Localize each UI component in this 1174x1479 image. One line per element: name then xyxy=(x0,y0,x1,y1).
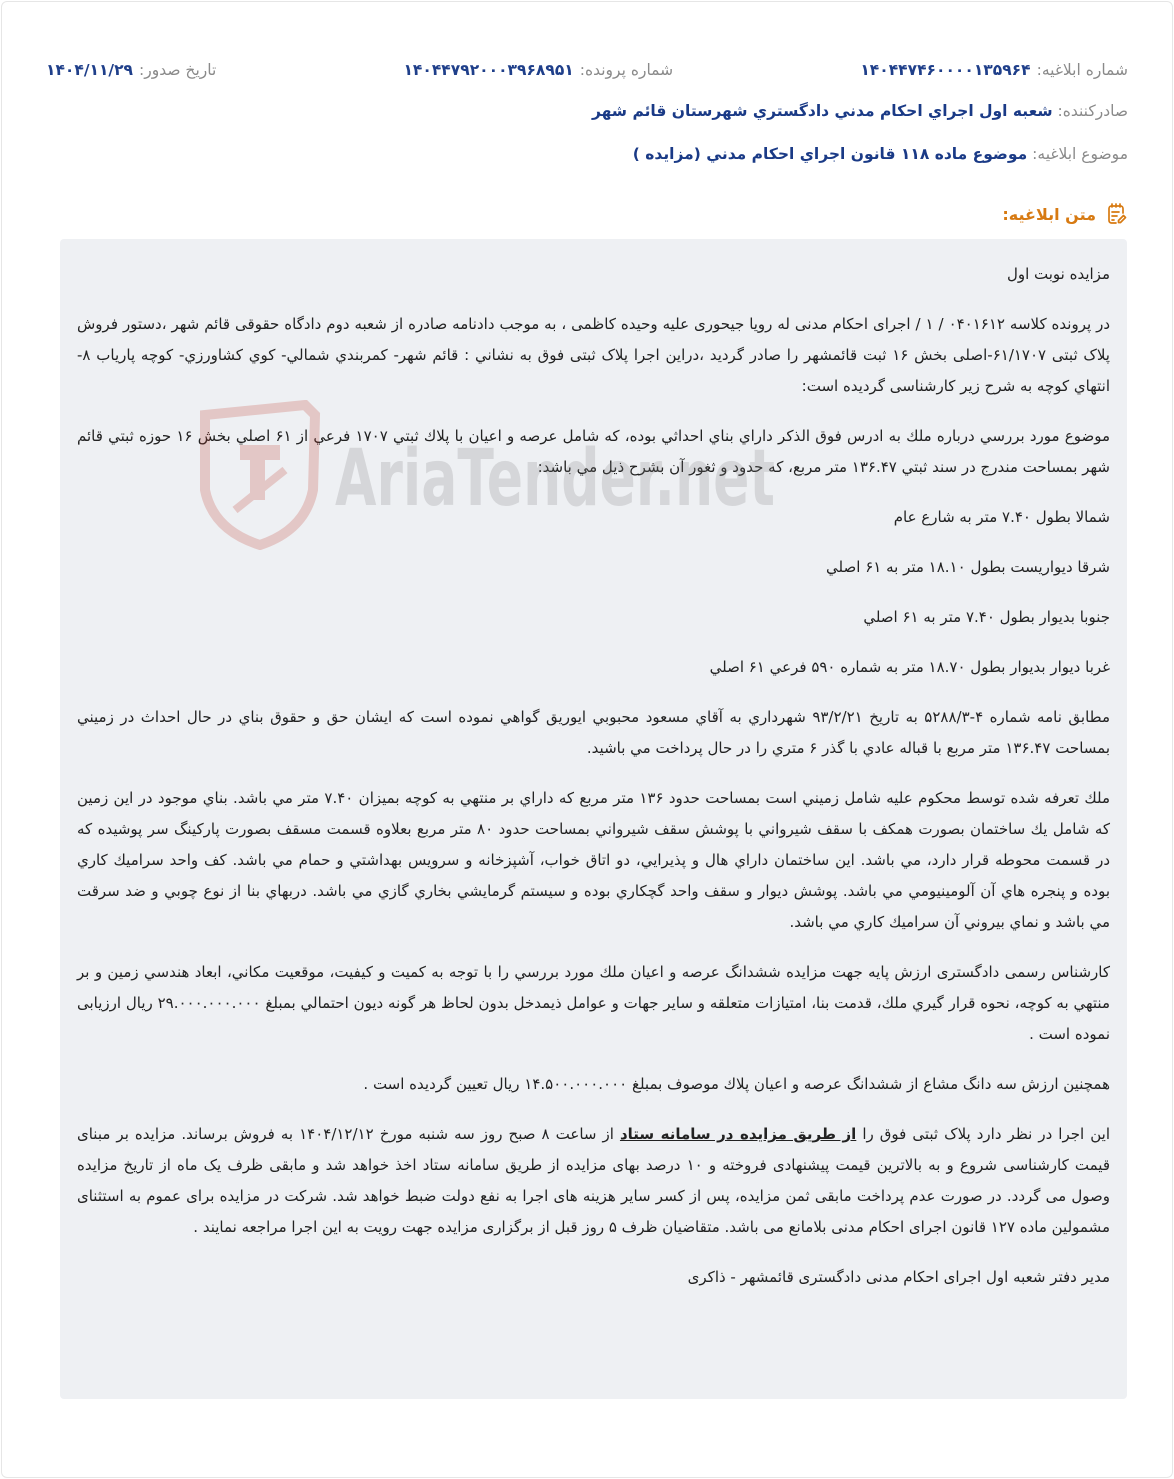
notice-number xyxy=(860,58,1128,82)
body-paragraph-5: شرقا ديواريست بطول ۱۸.۱۰ متر به ۶۱ اصلي xyxy=(826,558,1110,576)
auction-text-end: از ساعت ۸ صبح روز سه شنبه مورخ ۱۴۰۴/۱۲/۱۲ به فروش برساند. مزایده بر مبنای قیمت کارشناسی شروع و به بالاترین قیمت پیشنهادی فروخته و ۱۰ درصد بهای مزایده از طریق سامانه ستاد اخذ خواهد شد و مابقی ظرف یک ماه از تاریخ مزایده وصول می گردد. در صورت عدم پرداخت مابقی ثمن مزایده، پس از کسر سایر هزینه های اجرا به نفع دولت ضبط خواهد شد. شرکت در مزایده برای عموم به استثنای مشمولین ماده ۱۲۷ قانون اجرای احکام مدنی بلامانع می باشد. متقاضیان ظرف ۵ روز قبل از برگزاری مزایده جهت رویت به این اجرا مراجعه نمایند . xyxy=(77,1125,1110,1236)
watermark-text: AriaTender.net xyxy=(335,434,775,524)
subject-value: موضوع ماده ۱۱۸ قانون اجراي احكام مدني (مزايده ) xyxy=(632,145,1028,163)
body-paragraph-9: ملك تعرفه شده توسط محكوم عليه شامل زميني است بمساحت حدود ۱۳۶ متر مربع كه داراي بر منتهي به كوچه بميزان ۷.۴۰ متر مي باشد. بناي موجود در اين زمين كه شامل يك ساختمان بصورت همكف با سقف شيرواني با پوشش سقف شيرواني بمساحت حدود ۸۰ متر مربع بعلاوه قسمت مسقف بصورت پاركينگ سر پوشيده كه در قسمت محوطه قرار دارد، مي باشد. اين ساختمان داراي هال و پذيرايي، دو اتاق خواب، آشپزخانه و سرويس بهداشتي و حمام مي باشد. كف واحد سراميك كاري بوده و پنجره هاي آن آلومينيومي مي باشد. پوشش ديوار و سقف واحد گچكاري بوده و سيستم گرمايشي بخاري گازي مي باشد. دربهاي بنا از نوع چوبي و ضد سرقت مي باشد و نماي بيروني آن سراميك كاري مي باشد. xyxy=(77,789,1110,931)
body-paragraph-11: همچنين ارزش سه دانگ مشاع از ششدانگ عرصه و اعيان پلاك موصوف بمبلغ ۱۴.۵۰۰.۰۰۰.۰۰۰ ريال تعيين گرديده است . xyxy=(363,1075,1110,1093)
subject-label: موضوع ابلاغیه: xyxy=(1032,145,1128,163)
notice-body xyxy=(60,239,1127,1399)
body-paragraph-3: موضوع مورد بررسي درباره ملك به ادرس فوق الذكر داراي بناي احداثي بوده، كه شامل عرصه و اعيان با پلاك ثبتي ۱۷۰۷ فرعي از ۶۱ اصلي بخش ۱۶ حوزه ثبتي قائم شهر بمساحت مندرج در سند ثبتي ۱۳۶.۴۷ متر مربع، كه حدود و ثغور آن بشرح ذيل مي باشد: xyxy=(77,427,1110,476)
case-number xyxy=(403,58,673,82)
body-paragraph-13: مدير دفتر شعبه اول اجرای احکام مدنی دادگستری قائمشهر - ذاکری xyxy=(687,1268,1110,1286)
notice-number-label: شماره ابلاغیه: xyxy=(1036,61,1128,79)
issue-date-label: تاریخ صدور: xyxy=(139,61,217,79)
issue-date-value: ۱۴۰۴/۱۱/۲۹ xyxy=(46,61,134,79)
auction-text-start: این اجرا در نظر دارد پلاک ثبتی فوق را xyxy=(856,1125,1110,1143)
body-paragraph-12 xyxy=(77,1119,1110,1243)
notice-text-heading xyxy=(1002,202,1128,226)
header-row xyxy=(46,58,1128,82)
case-number-value: ۱۴۰۴۴۷۹۲۰۰۰۳۹۶۸۹۵۱ xyxy=(403,61,574,79)
subject-row xyxy=(46,142,1128,166)
body-paragraph-4: شمالا بطول ۷.۴۰ متر به شارع عام xyxy=(893,508,1110,526)
body-paragraph-6: جنوبا بديوار بطول ۷.۴۰ متر به ۶۱ اصلي xyxy=(863,608,1110,626)
notice-text-title: متن ابلاغیه: xyxy=(1002,204,1096,224)
case-number-label: شماره پرونده: xyxy=(579,61,674,79)
issuer-row xyxy=(46,99,1128,123)
notice-number-value: ۱۴۰۴۴۷۴۶۰۰۰۰۱۳۵۹۶۴ xyxy=(860,61,1031,79)
body-paragraph-2: در پرونده كلاسه ۰۴۰۱۶۱۲ / ۱ / اجرای احکام مدنی له رویا جیحوری علیه وحیده کاظمی ، به موجب دادنامه صادره از شعبه دوم دادگاه حقوقی قائم شهر ،دستور فروش پلاک ثبتی ۶۱/۱۷۰۷-اصلی بخش ۱۶ ثبت قائمشهر را صادر گردید ،دراین اجرا پلاک ثبتی فوق به نشاني : قائم شهر- كمربندي شمالي- كوي كشاورزي- كوچه پارياب ۸- انتهاي كوچه به شرح زير كارشناسی گرديده است: xyxy=(77,315,1111,395)
body-paragraph-10: كارشناس رسمی دادگستری ارزش پايه جهت مزايده ششدانگ عرصه و اعيان ملك مورد بررسي را با توجه به كميت و كيفيت، موقعيت مكاني، ابعاد هندسي زمين و بر منتهي به كوچه، نحوه قرار گيري ملك، قدمت بنا، امتيازات متعلقه و ساير جهات و عوامل ذيمدخل بدون لحاظ هر گونه ديون احتمالي بمبلغ ۲۹.۰۰۰.۰۰۰.۰۰۰ ريال ارزيابی نموده است . xyxy=(77,963,1110,1043)
issue-date xyxy=(46,58,216,82)
document-edit-icon xyxy=(1104,202,1128,226)
body-paragraph-1: مزايده نوبت اول xyxy=(1006,265,1110,283)
issuer-value: شعبه اول اجراي احكام مدني دادگستري شهرستان قائم شهر xyxy=(591,102,1053,120)
body-paragraph-7: غربا ديوار بديوار بطول ۱۸.۷۰ متر به شماره ۵۹۰ فرعي ۶۱ اصلي xyxy=(709,658,1110,676)
body-paragraph-8: مطابق نامه شماره ۴-۵۲۸۸/۳ به تاريخ ۹۳/۲/۲۱ شهرداري به آقاي مسعود محبوبي ايوريق گواهي نموده است كه ايشان حق و حقوق بناي در حال احداث در زميني بمساحت ۱۳۶.۴۷ متر مربع با قباله عادي با گذر ۶ متري را در حال پرداخت مي باشيد. xyxy=(77,708,1110,757)
auction-setad-link-text: از طريق مزايده در سامانه ستاد xyxy=(619,1125,857,1143)
issuer-label: صادرکننده: xyxy=(1057,102,1128,120)
